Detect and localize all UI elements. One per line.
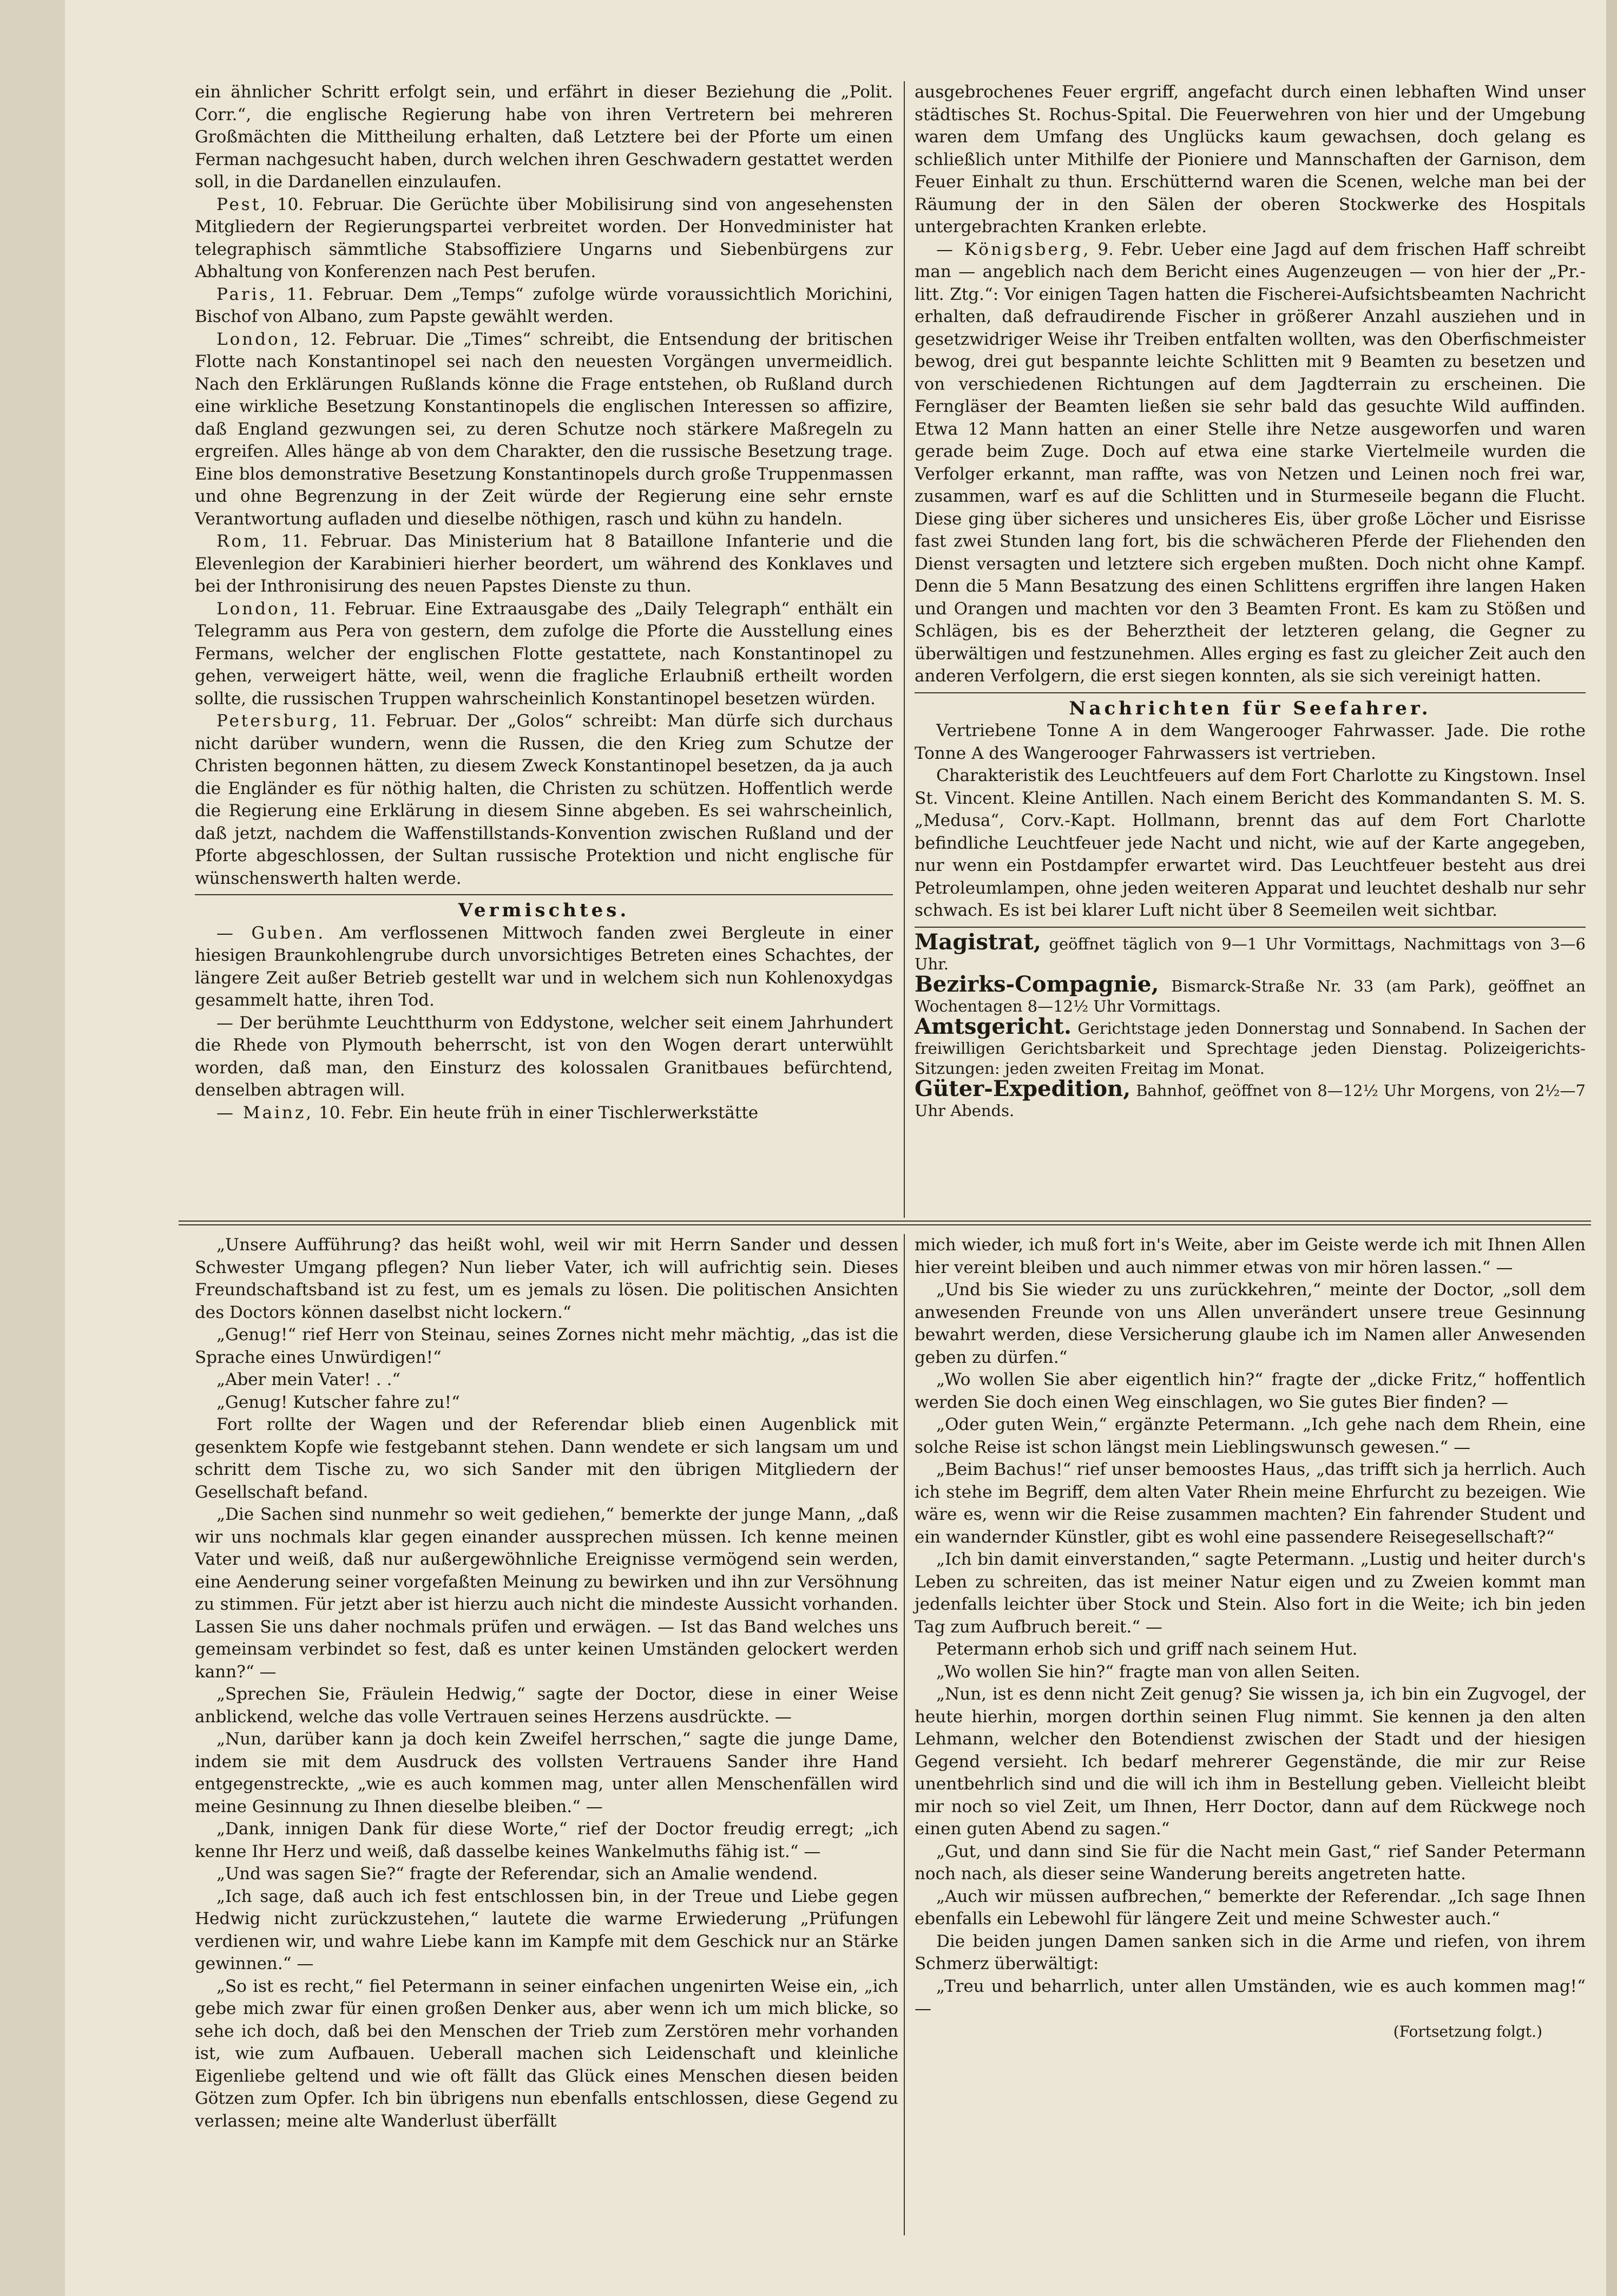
section-rule: [915, 692, 1586, 693]
story-paragraph: „Nun, darüber kann ja doch kein Zweifel herrschen,“ sagte die junge Dame, indem sie mit dem Ausdruck des vollsten Vertrauens Sander ihre Hand entgegenstreckte, „wie es auch kommen mag, unter allen Menschenfällen wird meine Gesinnung zu Ihnen dieselbe bleiben.“ —: [195, 1729, 898, 1816]
feuilleton-rule: [179, 1221, 1591, 1222]
news-section: [179, 81, 1591, 1218]
news-text: 11. Februar. Der „Golos“ schreibt: Man dürfe sich durchaus nicht darüber wundern, wenn die Russen, die den Krieg zum Schutze der Christen begonnen hätten, zu diesem Zweck Konstantinopel besetzen, da ja auch die Engländer es für nöthig halten, die Christen zu schützen. Hoffentlich werde die Regierung eine Erklärung in diesem Sinne abgeben. Es sei wahrscheinlich, daß jetzt, nachdem die Waffenstillstands-Konvention zwischen Rußland und der Pforte abgeschlossen, der Sultan russische Protektion und nicht englische für wünschenswerth halten werde.: [195, 711, 893, 888]
feuilleton-rule-2: [179, 1224, 1591, 1225]
story-paragraph: „Auch wir müssen aufbrechen,“ bemerkte der Referendar. „Ich sage Ihnen ebenfalls ein Lebewohl für längere Zeit und meine Schwester auch.“: [915, 1886, 1586, 1928]
news-paragraph: ausgebrochenes Feuer ergriff, angefacht durch einen lebhaften Wind unser städtisches St. Rochus-Spital. Die Feuerwehren von hier und der Umgebung waren dem Umfang des Unglücks kaum gewachsen, doch gelang es schließlich unter Mithilfe der Pioniere und Mannschaften der Garnison, dem Feuer Einhalt zu thun. Erschütternd waren die Scenen, welche man bei der Räumung der in den Sälen der oberen Stockwerke des Hospitals untergebrachten Kranken erlebte.: [915, 82, 1586, 237]
story-paragraph: Petermann erhob sich und griff nach seinem Hut.: [936, 1639, 1358, 1659]
news-text: 11. Februar. Eine Extraausgabe des „Daily Telegraph“ enthält ein Telegramm aus Pera von gestern, dem zufolge die Pforte die Ausstellung eines Fermans, welcher der englischen Flotte gestattete, nach Konstantinopel zu gehen, verweigert hätte, weil, wenn die fragliche Erlaubniß ertheilt worden sollte, die russischen Truppen wahrscheinlich Konstantinopel besetzen würden.: [195, 599, 893, 709]
story-paragraph: mich wieder, ich muß fort in's Weite, aber im Geiste werde ich mit Ihnen Allen hier vereint bleiben und auch nimmer etwas von mir hören lassen.“ —: [915, 1235, 1586, 1277]
story-paragraph: „So ist es recht,“ fiel Petermann in seiner einfachen ungenirten Weise ein, „ich gebe mich zwar für einen großen Denker aus, aber wenn ich um mich blicke, so sehe ich doch, daß bei den Menschen der Trieb zum Zerstören mehr vorhanden ist, wie zum Aufbauen. Ueberall machen sich Leidenschaft und kleinliche Eigenliebe geltend und wie oft fällt das Glück eines Menschen diesen beiden Götzen zum Opfer. Ich bin übrigens nun ebenfalls entschlossen, diese Gegend zu verlassen; meine alte Wanderlust überfällt: [195, 1976, 898, 2131]
news-column-right: [915, 81, 1586, 1218]
story-paragraph: „Oder guten Wein,“ ergänzte Petermann. „Ich gehe nach dem Rhein, eine solche Reise ist schon längst mein Lieblingswunsch gewesen.“ —: [915, 1415, 1586, 1457]
notice-text: Bismarck-Straße Nr. 33 (am Park), geöffnet an Wochentagen 8—12½ Uhr Vormittags.: [915, 976, 1586, 1015]
column-divider: [904, 1234, 905, 2235]
story-paragraph: „Wo wollen Sie hin?“ fragte man von allen Seiten.: [936, 1662, 1360, 1682]
dateline-place: Paris,: [216, 284, 278, 304]
news-text: 11. Februar. Das Ministerium hat 8 Bataillone Infanterie und die Elevenlegion der Karabinieri hierher beordert, um während des Konklaves und bei der Inthronisirung des neuen Papstes Dienste zu thun.: [195, 532, 893, 596]
notice-text: geöffnet täglich von 9—1 Uhr Vormittags, Nachmittags von 3—6 Uhr.: [915, 934, 1586, 973]
story-paragraph: Fort rollte der Wagen und der Referendar blieb einen Augenblick mit gesenktem Kopfe wie festgebannt stehen. Dann wendete er sich langsam um und schritt dem Tische zu, wo sich Sander mit den übrigen Mitgliedern der Gesellschaft befand.: [195, 1415, 898, 1502]
story-paragraph: „Gut, und dann sind Sie für die Nacht mein Gast,“ rief Sander Petermann noch nach, als dieser seine Wanderung bereits angetreten hatte.: [915, 1841, 1586, 1884]
notice-heading: Bezirks-Compagnie,: [915, 971, 1159, 997]
news-text: 10. Februar. Die Gerüchte über Mobilisirung sind von angesehensten Mitgliedern der Regierungspartei verbreitet worden. Der Honvedminister hat telegraphisch sämmtliche Stabsoffiziere Ungarns und Siebenbürgens zur Abhaltung von Konferenzen nach Pest berufen.: [195, 194, 893, 281]
column-divider: [904, 81, 905, 1218]
dateline-place: London,: [216, 329, 301, 349]
news-item-london-2: [195, 598, 893, 711]
story-paragraph: „Und was sagen Sie?“ fragte der Referendar, sich an Amalie wendend.: [216, 1864, 818, 1884]
story-paragraph: „Nun, ist es denn nicht Zeit genug? Sie wissen ja, ich bin ein Zugvogel, der heute hierhin, morgen dorthin seinen Flug nimmt. Sie kennen ja den alten Lehmann, welcher den Botendienst zwischen der Stadt und der hiesigen Gegend versieht. Ich bedarf mehrerer Gegenstände, die mir zur Reise unentbehrlich sind und die will ich ihm in Bestellung geben. Vielleicht bleibt mir noch so viel Zeit, um Ihnen, Herr Doctor, dann auf dem Rückwege noch einen guten Abend zu sagen.“: [915, 1684, 1586, 1839]
story-paragraph: „Genug!“ rief Herr von Steinau, seines Zornes nicht mehr mächtig, „das ist die Sprache eines Unwürdigen!“: [195, 1325, 898, 1367]
story-paragraph: „Sprechen Sie, Fräulein Hedwig,“ sagte der Doctor, diese in einer Weise anblickend, welche das volle Vertrauen seines Herzens ausdrückte. —: [195, 1684, 898, 1727]
dateline-place: — Königsberg,: [936, 239, 1091, 259]
dateline-place: — Mainz,: [216, 1103, 314, 1123]
notice-bezirks-compagnie: [915, 971, 1586, 1016]
notice-text: Gerichtstage jeden Donnerstag und Sonnabend. In Sachen der freiwilligen Gerichtsbarkeit und Sprechtage jeden Dienstag. Polizeigerichts-Sitzungen: jeden zweiten Freitag im Monat.: [915, 1019, 1586, 1078]
news-text: 10. Febr. Ein heute früh in einer Tischlerwerkstätte: [319, 1103, 759, 1123]
dateline-place: Rom,: [216, 532, 270, 551]
dateline-place: Petersburg,: [216, 711, 340, 731]
misc-item-guben: [195, 922, 893, 1012]
vermischtes-heading: Vermischtes.: [458, 900, 630, 921]
news-text: 11. Februar. Dem „Temps“ zufolge würde voraussichtlich Morichini, Bischof von Albano, zum Papste gewählt werden.: [195, 284, 893, 326]
notice-magistrat: [915, 929, 1586, 974]
page-edge-shadow: [0, 0, 65, 2296]
news-column-left: [195, 81, 893, 1218]
feuilleton-column-right: [915, 1234, 1586, 2235]
story-paragraph: „Ich bin damit einverstanden,“ sagte Petermann. „Lustig und heiter durch's Leben zu schreiten, das ist meiner Natur eigen und zu Zweien kommt man jedenfalls leichter über Stock und Stein. Also fort in die Weite; ich bin jeden Tag zum Aufbruch bereit.“ —: [915, 1550, 1586, 1637]
notice-heading: Magistrat,: [915, 929, 1041, 955]
news-item-pest: [195, 194, 893, 284]
notice-heading: Amtsgericht.: [915, 1013, 1072, 1039]
misc-item-koenigsberg: [915, 239, 1586, 688]
news-paragraph: ein ähnlicher Schritt erfolgt sein, und erfährt in dieser Beziehung die „Polit. Corr.“, die englische Regierung habe von ihren Vertretern bei mehreren Großmächten die Mittheilung erhalten, daß Letztere bei der Pforte um einen Ferman nachgesucht haben, durch welchen ihren Geschwadern gestattet werden soll, in die Dardanellen einzulaufen.: [195, 82, 893, 192]
notice-text: Bahnhof, geöffnet von 8—12½ Uhr Morgens, von 2½—7 Uhr Abends.: [915, 1081, 1586, 1120]
seefahrer-heading: Nachrichten für Seefahrer.: [1069, 697, 1431, 719]
story-paragraph: „Beim Bachus!“ rief unser bemoostes Haus, „das trifft sich ja herrlich. Auch ich stehe im Begriff, dem alten Vater Rhein meine Ehrfurcht zu bezeigen. Wie wäre es, wenn wir die Reise zusammen machten? Ein fahrender Student und ein wandernder Künstler, gibt es wohl eine passendere Reisegesellschaft?“: [915, 1460, 1586, 1547]
page-edge-right: [1606, 0, 1617, 2296]
dateline-place: London,: [216, 599, 301, 619]
seefahrer-item: Vertriebene Tonne A in dem Wangerooger Fahrwasser. Jade. Die rothe Tonne A des Wangerooger Fahrwassers ist vertrieben.: [915, 721, 1586, 763]
feuilleton-section: [179, 1234, 1591, 2235]
news-text: 12. Februar. Die „Times“ schreibt, die Entsendung der britischen Flotte nach Konstantinopel sei nach den neuesten Vorgängen unvermeidlich. Nach den Erklärungen Rußlands könne die Frage entstehen, ob Rußland durch eine wirkliche Besetzung Konstantinopels die englischen Interessen so affizire, daß England gezwungen sei, zu deren Schutze noch stärkere Maßregeln zu ergreifen. Alles hänge ab von dem Charakter, den die russische Besetzung trage. Eine blos demonstrative Besetzung Konstantinopels durch große Truppenmassen und ohne Begrenzung in der Zeit würde der Regierung eine sehr ernste Verantwortung aufladen und dieselbe nöthigen, rasch und kühn zu handeln.: [195, 329, 893, 529]
notice-amtsgericht: [915, 1013, 1586, 1079]
news-text: 9. Febr. Ueber eine Jagd auf dem frischen Haff schreibt man — angeblich nach dem Bericht eines Augenzeugen — von hier der „Pr.-litt. Ztg.“: Vor einigen Tagen hatten die Fischerei-Aufsichtsbeamten Nachricht erhalten, daß defraudirende Fischer in größerer Anzahl ausziehen und in gesetzwidriger Weise ihr Treiben entfalten wollten, was den Oberfischmeister bewog, drei gut bespannte leichte Schlitten mit 9 Beamten zu besetzen und von verschiedenen Richtungen auf dem Jagdterrain zu erscheinen. Die Ferngläser der Beamten ließen sie sehr bald das gesuchte Wild auffinden. Etwa 12 Mann hatten an einer Stelle ihre Netze ausgeworfen und waren gerade beim Zuge. Doch auf etwa eine starke Viertelmeile wurden die Verfolger erkannt, man raffte, was von Netzen und Leinen noch frei war, zusammen, warf es auf die Schlitten und in Sturmeseile begann die Flucht. Diese ging über sicheres und unsicheres Eis, über große Löcher und Eisrisse fast zwei Stunden lang fort, bis die schwächeren Pferde der Fliehenden den Dienst versagten und letztere sich ergeben mußten. Doch nicht ohne Kampf. Denn die 5 Mann Besatzung des einen Schlittens ergriffen ihre langen Haken und Orangen und machten vor den 3 Beamten Front. Es kam zu Stößen und Schlägen, bis es der Beherztheit der letzteren gelang, die Gegner zu überwältigen und festzunehmen. Alles erging es fast zu gleicher Zeit auch den anderen Verfolgern, die erst siegen konnten, als sie sich vereinigt hatten.: [915, 239, 1586, 686]
dateline-place: — Guben.: [216, 923, 326, 943]
seefahrer-item: Charakteristik des Leuchtfeuers auf dem Fort Charlotte zu Kingstown. Insel St. Vincent. Kleine Antillen. Nach einem Bericht des Kommandanten S. M. S. „Medusa“, Corv.-Kapt. Hollmann, brennt das auf dem Fort Charlotte befindliche Leuchtfeuer jede Nacht und nicht, wie auf der Karte angegeben, nur wenn ein Postdampfer erwartet wird. Das Leuchtfeuer besteht aus drei Petroleumlampen, ohne jeden weiteren Apparat und leuchtet deshalb nur sehr schwach. Es ist bei klarer Luft nicht über 8 Seemeilen weit sichtbar.: [915, 766, 1586, 920]
news-item-rom: [195, 530, 893, 598]
story-paragraph: „Treu und beharrlich, unter allen Umständen, wie es auch kommen mag!“ —: [915, 1976, 1586, 2018]
misc-item-mainz: [195, 1102, 893, 1125]
story-paragraph: „Die Sachen sind nunmehr so weit gediehen,“ bemerkte der junge Mann, „daß wir uns nochmals klar gegen einander aussprechen müssen. Ich kenne meinen Vater und weiß, daß nur außergewöhnliche Ereignisse vermögend sein werden, eine Aenderung seiner vorgefaßten Meinung zu bewirken und ihn zur Versöhnung zu stimmen. Für jetzt aber ist hierzu auch nicht die mindeste Aussicht vorhanden. Lassen Sie uns daher nochmals prüfen und erwägen. — Ist das Band welches uns gemeinsam verbindet so fest, daß es unter keinen Umständen gelockert werden kann?“ —: [195, 1505, 898, 1682]
news-text: Am verflossenen Mittwoch fanden zwei Bergleute in einer hiesigen Braunkohlengrube durch unvorsichtiges Betreten eines Schachtes, der längere Zeit außer Betrieb gestellt war und in welchem sich nun Kohlenoxydgas gesammelt hatte, ihren Tod.: [195, 923, 893, 1010]
notice-gueter-expedition: [915, 1075, 1586, 1121]
dateline-place: Pest,: [216, 194, 269, 214]
news-item-petersburg: [195, 710, 893, 890]
story-paragraph: „Wo wollen Sie aber eigentlich hin?“ fragte der „dicke Fritz,“ hoffentlich werden Sie doch einen Weg einschlagen, wo Sie gutes Bier finden? —: [915, 1370, 1586, 1412]
continuation-note: (Fortsetzung folgt.): [1393, 2022, 1542, 2041]
news-item-london: [195, 329, 893, 531]
story-paragraph: „Und bis Sie wieder zu uns zurückkehren,“ meinte der Doctor, „soll dem anwesenden Freunde von uns Allen unverändert unsere treue Gesinnung bewahrt werden, diese Versicherung glaube ich im Namen aller Anwesenden geben zu dürfen.“: [915, 1280, 1586, 1367]
story-paragraph: Die beiden jungen Damen sanken sich in die Arme und riefen, von ihrem Schmerz überwältigt:: [915, 1931, 1586, 1973]
misc-item-eddystone: — Der berühmte Leuchtthurm von Eddystone, welcher seit einem Jahrhundert die Rhede von Plymouth beherrscht, ist von den Wogen derart unterwühlt worden, daß man, den Einsturz des kolossalen Granitbaues befürchtend, denselben abtragen will.: [195, 1013, 893, 1100]
page-content: [179, 81, 1591, 2235]
section-rule: [195, 894, 893, 895]
feuilleton-column-left: [195, 1234, 898, 2235]
story-paragraph: „Genug! Kutscher fahre zu!“: [216, 1392, 460, 1412]
section-rule: [915, 927, 1586, 928]
news-item-paris: [195, 284, 893, 329]
story-paragraph: „Aber mein Vater! . .“: [216, 1370, 401, 1389]
story-paragraph: „Ich sage, daß auch ich fest entschlossen bin, in der Treue und Liebe gegen Hedwig nicht zurückzustehen,“ lautete die warme Erwiederung „Prüfungen verdienen wir, und wahre Liebe kann im Kampfe mit dem Geschick nur an Stärke gewinnen.“ —: [195, 1886, 898, 1973]
story-paragraph: „Unsere Aufführung? das heißt wohl, weil wir mit Herrn Sander und dessen Schwester Umgang pflegen? Nun lieber Vater, ich will aufrichtig sein. Dieses Freundschaftsband ist zu fest, um es jemals zu lösen. Die politischen Ansichten des Doctors können daselbst nicht lockern.“: [195, 1235, 898, 1322]
story-paragraph: „Dank, innigen Dank für diese Worte,“ rief der Doctor freudig erregt; „ich kenne Ihr Herz und weiß, daß dasselbe keines Wankelmuths fähig ist.“ —: [195, 1819, 898, 1861]
notice-heading: Güter-Expedition,: [915, 1075, 1131, 1101]
